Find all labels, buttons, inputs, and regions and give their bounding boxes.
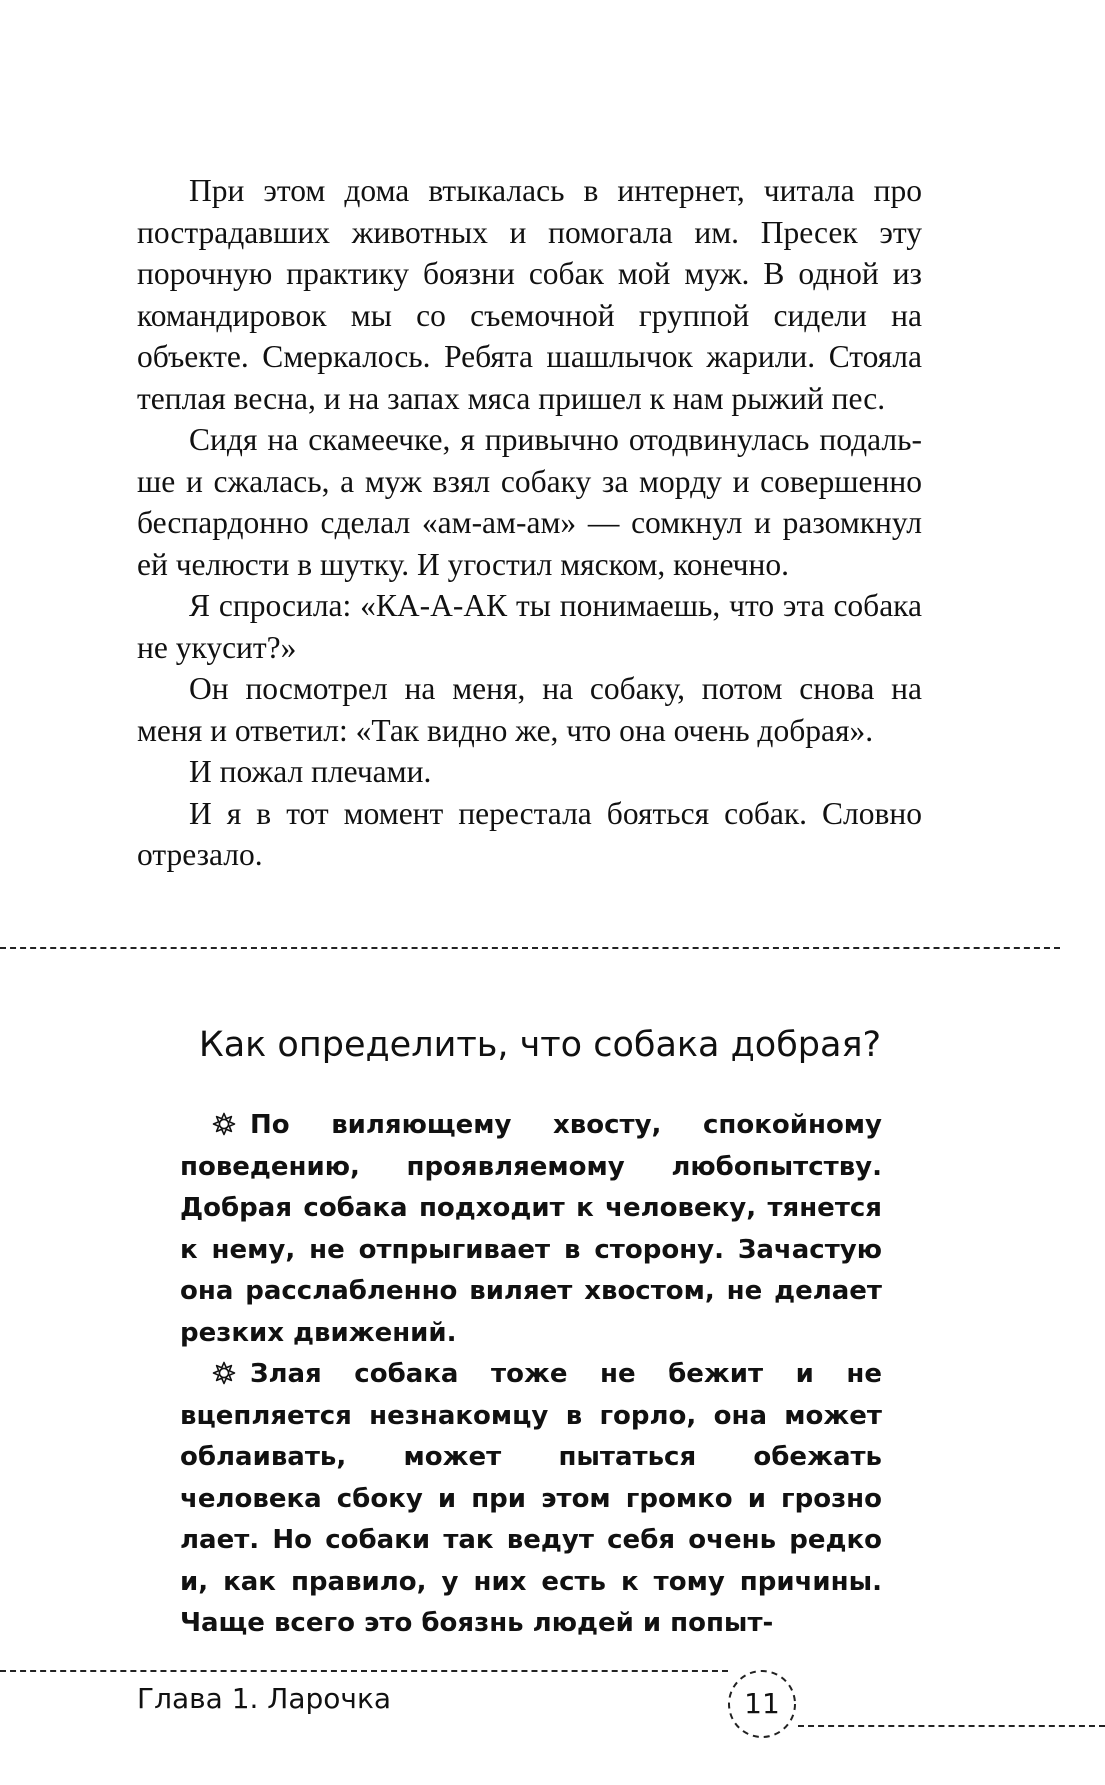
footer-divider-right [798,1725,1105,1727]
paragraph: Сидя на скамеечке, я привычно отодвинулась подальше и сжалась, а муж взял собаку за морду и совершенно беспардонно сделал «ам-ам-ам» — сомкнул и разомкнул ей челюсти в шутку. И угостил мяском, конечно. [137,422,922,582]
paragraph: Он посмотрел на меня, на собаку, потом снова на меня и ответил: «Так видно же, что она очень добрая». [137,671,922,748]
list-item [180,1105,882,1354]
list-item-text: По виляющему хвосту, спокойному поведению, проявляемому любопытству. Добрая собака подходит к человеку, тянется к нему, не отпрыгивает в сторону. Зачастую она расслабленно виляет хвостом, не делает резких движений. [180,1110,882,1348]
sidebar-title: Как определить, что собака добрая? [198,1025,882,1065]
tips-list [180,1105,882,1645]
main-text [137,170,922,876]
page-number-badge [726,1668,798,1740]
paragraph: При этом дома втыкалась в интернет, читала про пострадавших животных и помогала им. Пресек эту порочную практику боязни собак мой муж. В одной из командировок мы со съемочной группой сидели на объекте. Смеркалось. Ребята шашлычок жарили. Стояла теплая весна, и на запах мяса пришел к нам рыжий пес. [137,173,922,416]
list-item-text: Злая собака тоже не бежит и не вцепляется незнакомцу в горло, она может облаивать, может пытаться обежать человека сбоку и при этом громко и грозно лает. Но собаки так ведут себя очень редко и, как правило, у них есть к тому причины. Чаще всего это боязнь людей и попыт- [180,1359,882,1638]
paragraph: И я в тот момент перестала бояться собак. Словно отрезало. [137,795,922,872]
chapter-title: Глава 1. Ларочка [137,1682,392,1715]
sun-outline-icon [212,1108,236,1132]
footer-divider-left [0,1670,728,1672]
paragraph: Я спросила: «КА-А-АК ты понимаешь, что эта собака не укусит?» [137,588,922,665]
page-number: 11 [744,1687,780,1720]
list-item [180,1354,882,1645]
section-divider [0,947,1060,949]
paragraph: И пожал плечами. [189,754,432,789]
sun-outline-icon [212,1357,236,1381]
